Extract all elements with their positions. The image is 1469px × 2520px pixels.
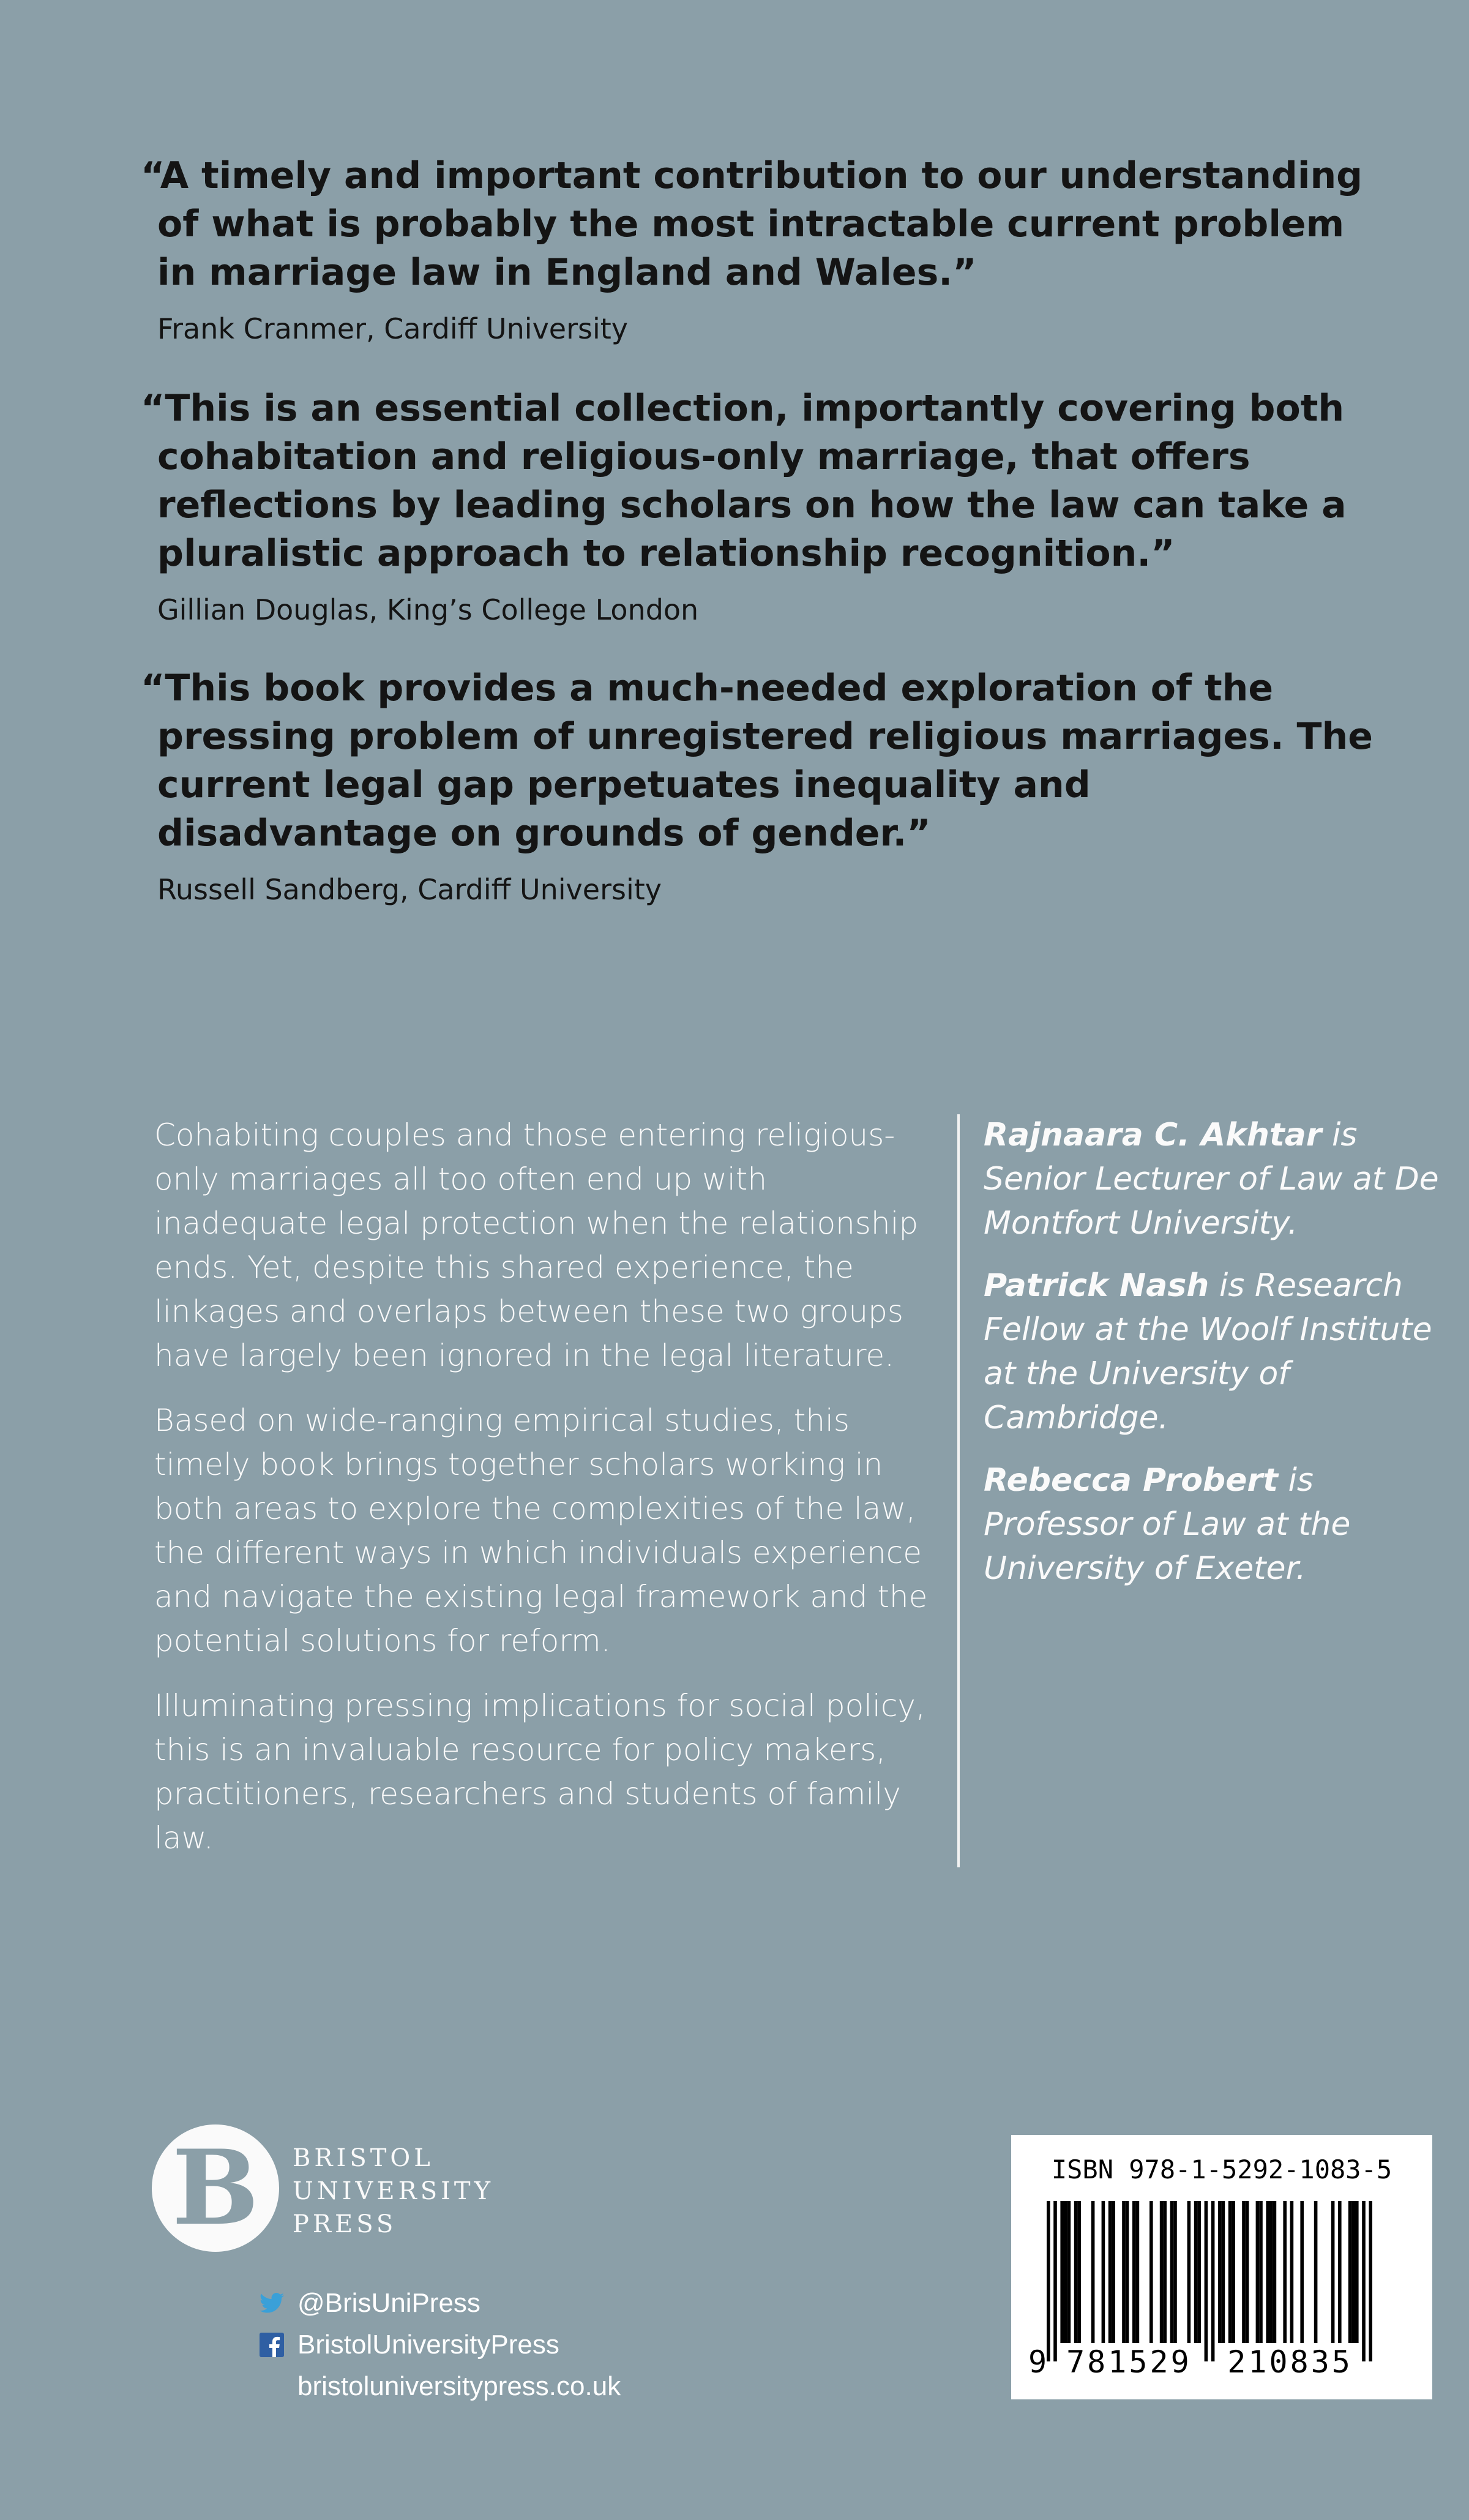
barcode-bar bbox=[1102, 2201, 1105, 2343]
quote-1 bbox=[141, 152, 1377, 346]
facebook-row bbox=[257, 2324, 621, 2366]
barcode-bar bbox=[1314, 2201, 1318, 2343]
author-bio-text: is Research Fellow at the Woolf Institute at the University of Cambridge. bbox=[984, 1267, 1432, 1436]
quote-2 bbox=[141, 384, 1377, 627]
barcode-bar bbox=[1228, 2201, 1232, 2343]
website-link[interactable]: bristoluniversitypress.co.uk bbox=[297, 2371, 621, 2401]
website-row bbox=[257, 2366, 621, 2407]
barcode-bar bbox=[1338, 2201, 1342, 2343]
barcode-bar bbox=[1369, 2201, 1372, 2361]
barcode-bar bbox=[1064, 2201, 1067, 2343]
facebook-page[interactable]: BristolUniversityPress bbox=[297, 2330, 559, 2360]
barcode-bar bbox=[1074, 2201, 1078, 2343]
barcode-bar bbox=[1218, 2201, 1222, 2343]
twitter-icon bbox=[257, 2289, 286, 2318]
barcode-bar bbox=[1077, 2201, 1081, 2343]
column-divider bbox=[957, 1114, 960, 1867]
publisher-contacts bbox=[257, 2282, 621, 2407]
barcode-bar bbox=[1060, 2201, 1064, 2343]
barcode-bar bbox=[1259, 2201, 1263, 2343]
barcode-bar bbox=[1273, 2201, 1277, 2343]
author-bio-text: is Professor of Law at the University of Exeter. bbox=[984, 1462, 1351, 1587]
author-bio bbox=[984, 1264, 1449, 1440]
barcode-bar bbox=[1351, 2201, 1355, 2343]
barcode-bar bbox=[1269, 2201, 1273, 2343]
barcode-bar bbox=[1160, 2201, 1164, 2343]
barcode-graphic bbox=[1011, 2135, 1432, 2399]
barcode-bar bbox=[1283, 2201, 1287, 2343]
logo-letter: B bbox=[172, 2127, 259, 2248]
publisher-name-line: UNIVERSITY bbox=[293, 2177, 495, 2205]
publisher-name-line: PRESS bbox=[293, 2210, 397, 2238]
description-paragraph: Illuminating pressing implications for social policy, this is an invaluable resource for policy makers, practitioners, researchers and students of family law. bbox=[154, 1688, 925, 1856]
barcode-bar bbox=[1290, 2201, 1294, 2343]
barcode-bar bbox=[1108, 2201, 1112, 2343]
author-name: Rebecca Probert bbox=[984, 1462, 1278, 1499]
publisher-name-line: BRISTOL bbox=[293, 2144, 434, 2172]
barcode-digits: 781529 bbox=[1066, 2344, 1192, 2380]
quote-text: “This is an essential collection, importantly covering both cohabitation and religious-only marriage, that offers reflections by leading scholars on how the law can take a pluralistic approach to relationship recognition.” bbox=[141, 387, 1347, 575]
barcode-bar bbox=[1170, 2201, 1174, 2343]
barcode-digits: 210835 bbox=[1227, 2344, 1353, 2380]
barcode-bar bbox=[1197, 2201, 1201, 2343]
barcode-bar bbox=[1331, 2201, 1335, 2343]
barcode-bar bbox=[1136, 2201, 1140, 2343]
barcode-bar bbox=[1149, 2201, 1153, 2343]
barcode-bar bbox=[1246, 2201, 1249, 2343]
barcode-bar bbox=[1205, 2201, 1208, 2361]
barcode-bar bbox=[1163, 2201, 1167, 2343]
barcode-bar bbox=[1187, 2201, 1191, 2343]
twitter-handle[interactable]: @BrisUniPress bbox=[297, 2288, 480, 2318]
author-bio bbox=[984, 1458, 1449, 1591]
barcode-bar bbox=[1232, 2201, 1235, 2343]
barcode-bar bbox=[1126, 2201, 1129, 2343]
barcode-bar bbox=[1355, 2201, 1359, 2343]
description-paragraph: Based on wide-ranging empirical studies, this timely book brings together scholars working in both areas to explore the complexities of the law, the different ways in which individuals experience and navigate the existing legal framework and the potential solutions for reform. bbox=[154, 1403, 928, 1659]
quote-attribution: Russell Sandberg, Cardiff University bbox=[157, 873, 662, 906]
barcode-bar bbox=[1348, 2201, 1352, 2343]
barcode-bar bbox=[1266, 2201, 1269, 2343]
barcode-bar bbox=[1132, 2201, 1136, 2343]
barcode-bar bbox=[1112, 2201, 1115, 2343]
barcode-bar bbox=[1300, 2201, 1304, 2343]
description-paragraph: Cohabiting couples and those entering religious-only marriages all too often end up with inadequate legal protection when the relationship ends. Yet, despite this shared experience, the linkages and overlaps between these two groups have largely been ignored in the legal literature. bbox=[154, 1117, 919, 1373]
author-bios bbox=[984, 1113, 1449, 1609]
author-name: Patrick Nash bbox=[984, 1267, 1209, 1304]
barcode-bar bbox=[1053, 2201, 1057, 2361]
publisher-name bbox=[293, 2142, 537, 2241]
barcode-bar bbox=[1222, 2201, 1225, 2343]
barcode-bar bbox=[1362, 2201, 1366, 2361]
quote-attribution: Frank Cranmer, Cardiff University bbox=[157, 312, 629, 345]
book-description bbox=[154, 1113, 938, 1881]
isbn-label: ISBN 978-1-5292-1083-5 bbox=[1051, 2154, 1392, 2184]
isbn-barcode bbox=[1011, 2135, 1432, 2399]
barcode-digits: 9 bbox=[1028, 2344, 1050, 2380]
quote-attribution: Gillian Douglas, King’s College London bbox=[157, 593, 699, 626]
quote-text: “This book provides a much-needed exploration of the pressing problem of unregistered religious marriages. The current legal gap perpetuates inequality and disadvantage on grounds of gender.” bbox=[141, 667, 1373, 855]
barcode-bar bbox=[1047, 2201, 1050, 2361]
barcode-bar bbox=[1194, 2201, 1198, 2343]
quote-3 bbox=[141, 664, 1377, 907]
author-bio-text: is Senior Lecturer of Law at De Montfort University. bbox=[984, 1117, 1439, 1242]
barcode-bar bbox=[1211, 2201, 1215, 2361]
author-bio bbox=[984, 1113, 1449, 1245]
barcode-bar bbox=[1122, 2201, 1126, 2343]
twitter-row bbox=[257, 2282, 621, 2324]
barcode-bar bbox=[1256, 2201, 1260, 2343]
barcode-bar bbox=[1242, 2201, 1246, 2343]
quote-text: “A timely and important contribution to our understanding of what is probably the most intractable current problem in marriage law in England and Wales.” bbox=[141, 154, 1363, 294]
facebook-icon bbox=[257, 2330, 286, 2360]
barcode-bar bbox=[1067, 2201, 1071, 2343]
barcode-bar bbox=[1173, 2201, 1177, 2343]
author-name: Rajnaara C. Akhtar bbox=[984, 1117, 1322, 1153]
publisher-logo-mark bbox=[152, 2124, 279, 2252]
barcode-bar bbox=[1091, 2201, 1095, 2343]
